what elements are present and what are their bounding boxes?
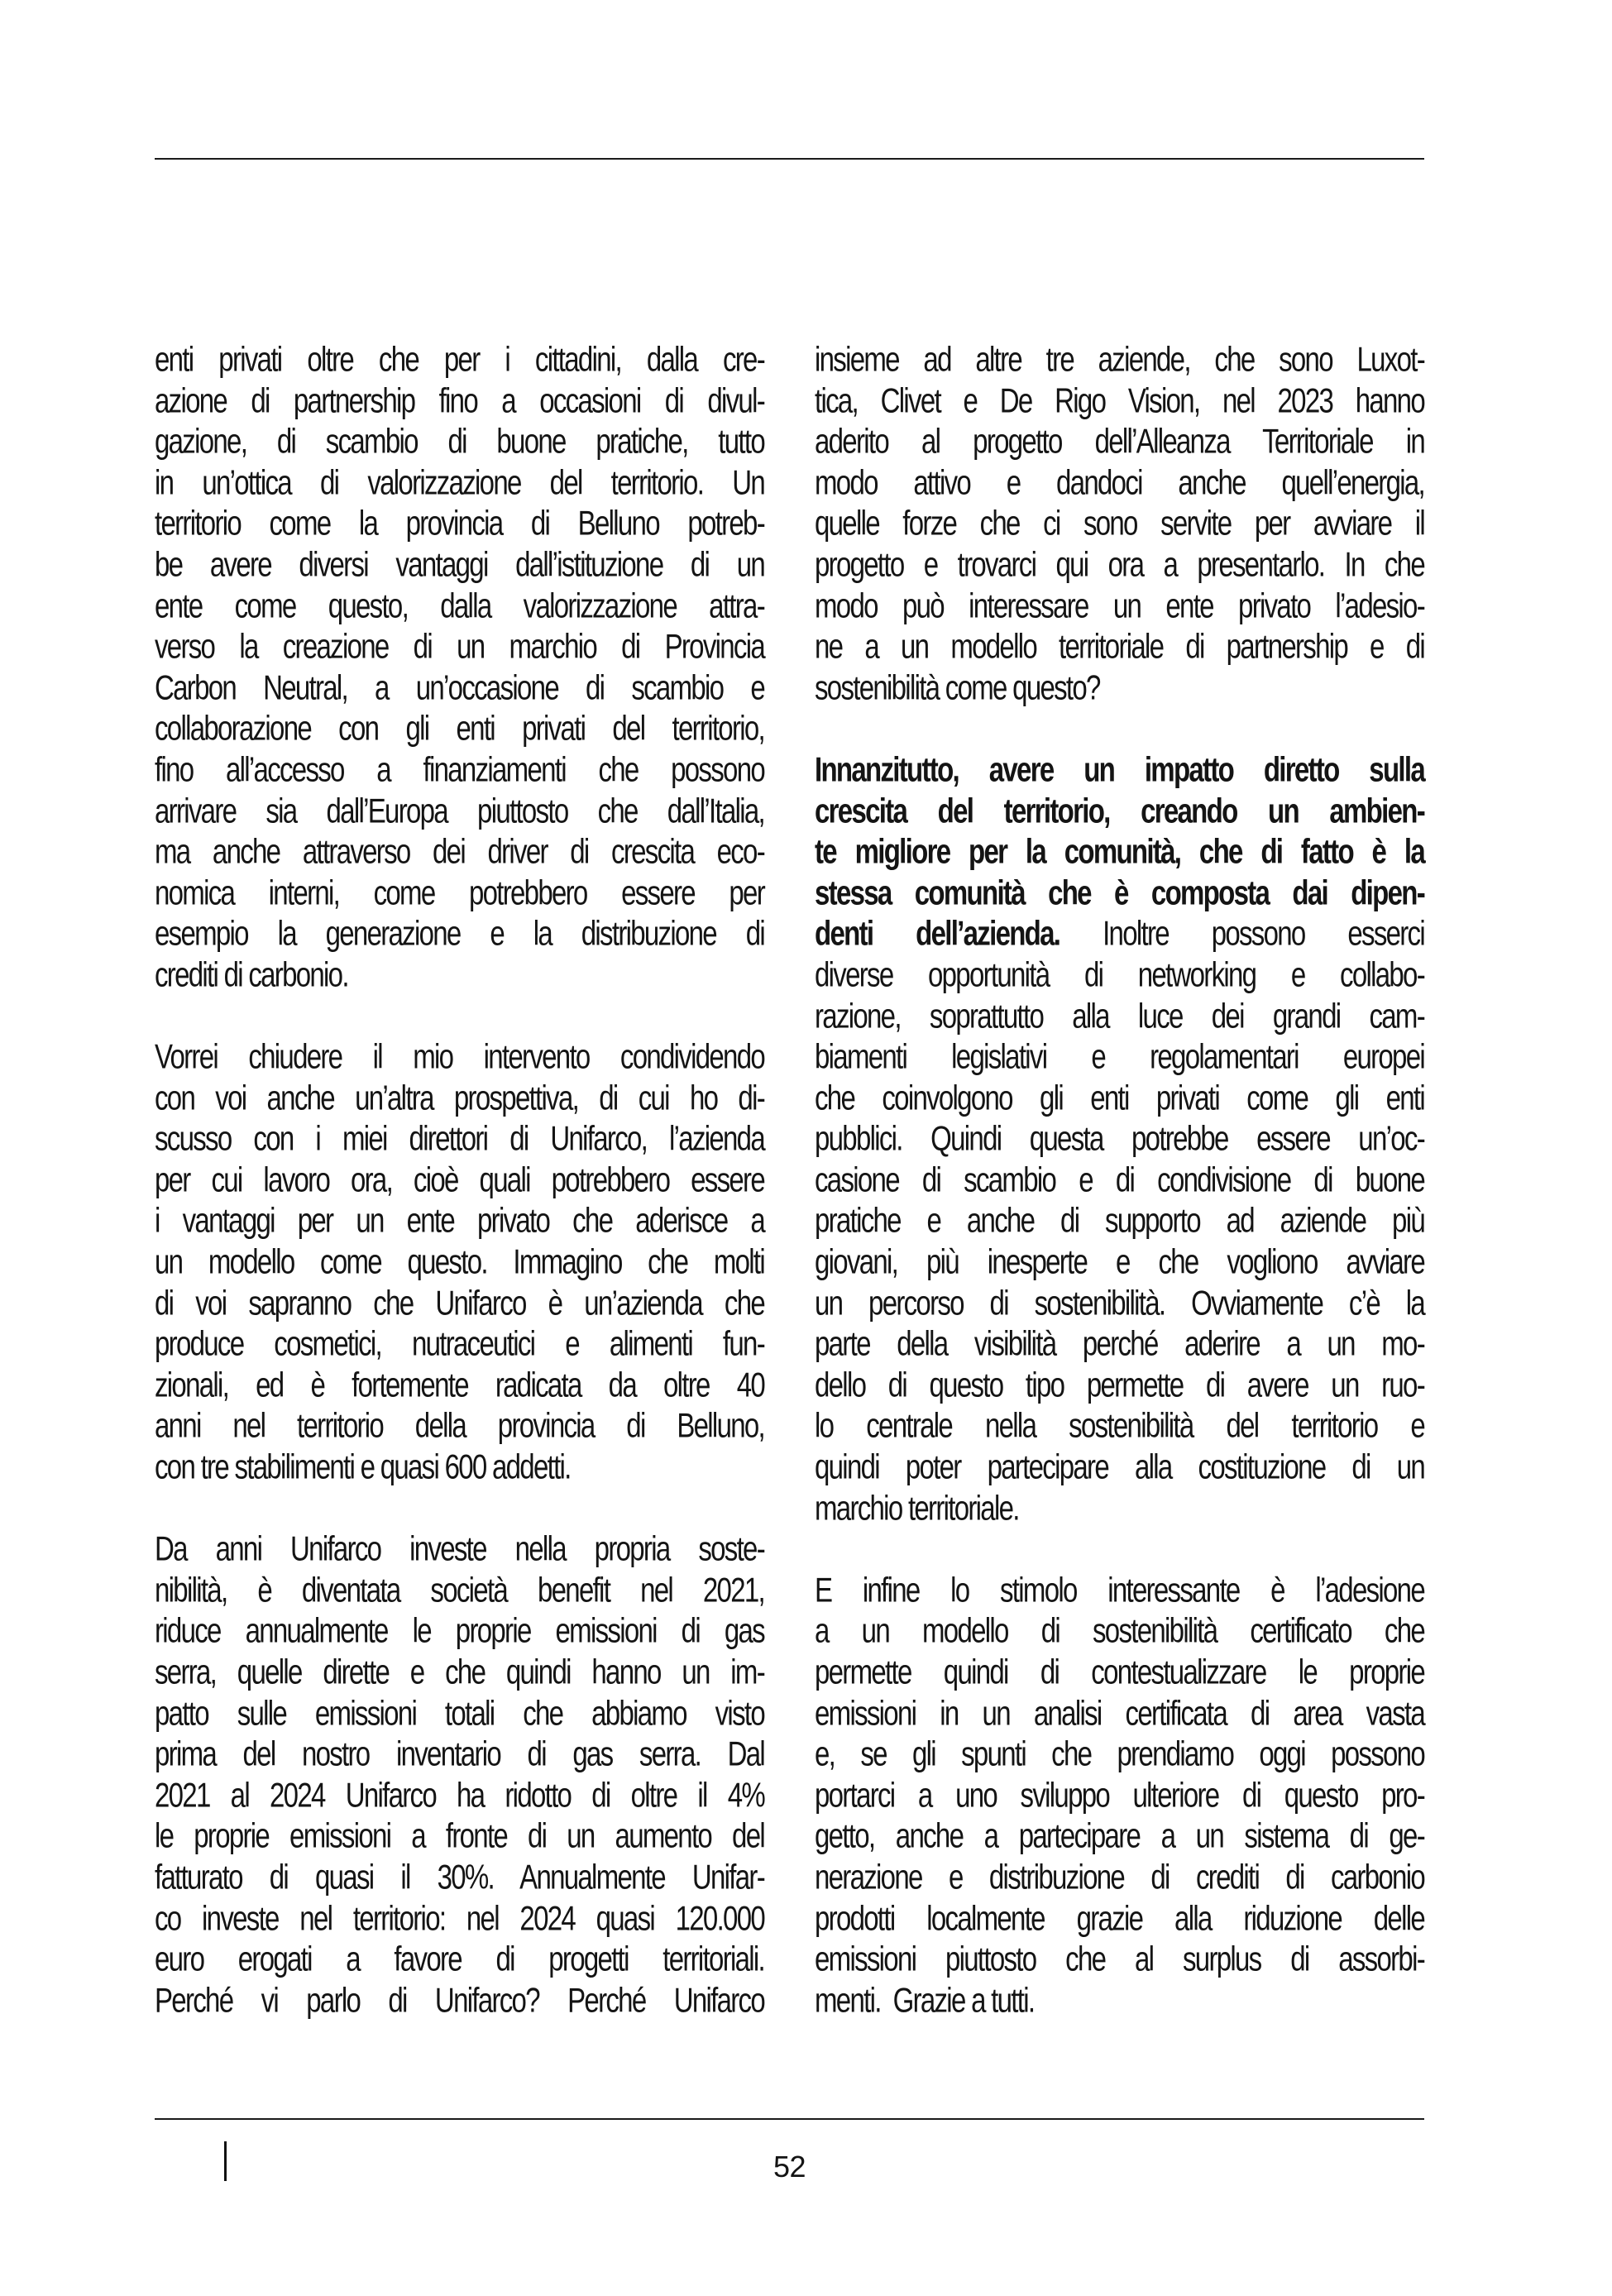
text-line: emissioni piuttosto che al surplus di assorbi- xyxy=(815,1939,1424,1978)
text-line: emissioni in un analisi certificata di area vasta xyxy=(815,1692,1424,1732)
text-line: arrivare sia dall’Europa piuttosto che dall’Italia, xyxy=(155,790,764,830)
text-line: enti privati oltre che per i cittadini, dalla cre- xyxy=(155,339,764,379)
text-line: riduce annualmente le proprie emissioni di gas xyxy=(155,1610,764,1650)
bold-text-run: stessa comunità che è composta dai dipen- xyxy=(815,872,1424,911)
text-line: zionali, ed è fortemente radicata da oltre 40 xyxy=(155,1365,764,1404)
text-line: Perché vi parlo di Unifarco? Perché Unifarco xyxy=(155,1979,764,2019)
text-line: serra, quelle dirette e che quindi hanno un im- xyxy=(155,1652,764,1691)
text-line: modo può interessare un ente privato l’adesio- xyxy=(815,585,1424,624)
bold-text-run: crescita del territorio, creando un ambien- xyxy=(815,790,1424,830)
text-line: be avere diversi vantaggi dall’istituzione di un xyxy=(155,544,764,584)
text-line: nerazione e distribuzione di crediti di carbonio xyxy=(815,1857,1424,1897)
text-line: un modello come questo. Immagino che molti xyxy=(155,1241,764,1281)
text-line: con tre stabilimenti e quasi 600 addetti. xyxy=(155,1447,571,1486)
text-line: aderito al progetto dell’Alleanza Territoriale in xyxy=(815,421,1424,461)
text-line: ne a un modello territoriale di partnership e di xyxy=(815,626,1424,666)
text-line: euro erogati a favore di progetti territoriali. xyxy=(155,1939,764,1978)
text-line: razione, soprattutto alla luce dei grandi cam- xyxy=(815,995,1424,1035)
text-line: marchio territoriale. xyxy=(815,1487,1019,1527)
text-line: crediti di carbonio. xyxy=(155,954,348,994)
text-line: parte della visibilità perché aderire a un mo- xyxy=(815,1323,1424,1363)
text-line: ma anche attraverso dei driver di crescita eco- xyxy=(155,831,764,871)
text-line: un percorso di sostenibilità. Ovviamente c’è la xyxy=(815,1282,1424,1322)
paragraph xyxy=(155,1528,764,2023)
text-line: prima del nostro inventario di gas serra. Dal xyxy=(155,1734,764,1773)
text-line: scusso con i miei direttori di Unifarco, l’azienda xyxy=(155,1118,764,1158)
text-line: diverse opportunità di networking e collabo- xyxy=(815,954,1424,994)
text-line: portarci a uno sviluppo ulteriore di questo pro- xyxy=(815,1774,1424,1814)
text-line: insieme ad altre tre aziende, che sono Luxot- xyxy=(815,339,1424,379)
text-line: quindi poter partecipare alla costituzione di un xyxy=(815,1447,1424,1486)
paragraph xyxy=(815,1569,1424,2024)
paragraph xyxy=(815,749,1424,1531)
text-line: Da anni Unifarco investe nella propria soste- xyxy=(155,1528,764,1568)
bottom-rule xyxy=(155,2118,1424,2120)
text-line: e, se gli spunti che prendiamo oggi possono xyxy=(815,1734,1424,1773)
text-line: 2021 al 2024 Unifarco ha ridotto di oltre il 4% xyxy=(155,1774,764,1814)
text-line: modo attivo e dandoci anche quell’energia, xyxy=(815,462,1424,501)
text-line: lo centrale nella sostenibilità del territorio e xyxy=(815,1405,1424,1445)
bold-text-run: denti dell’azienda. xyxy=(815,913,1060,953)
text-line: gazione, di scambio di buone pratiche, tutto xyxy=(155,421,764,461)
text-line: dello di questo tipo permette di avere un ruo- xyxy=(815,1365,1424,1404)
text-line: pubblici. Quindi questa potrebbe essere un’oc- xyxy=(815,1118,1424,1158)
text-line: tica, Clivet e De Rigo Vision, nel 2023 hanno xyxy=(815,380,1424,419)
text-line: quelle forze che ci sono servite per avviare il xyxy=(815,503,1424,543)
page-number: 52 xyxy=(773,2150,806,2184)
text-line: Carbon Neutral, a un’occasione di scambio e xyxy=(155,667,764,706)
text-line: i vantaggi per un ente privato che aderisce a xyxy=(155,1200,764,1240)
text-line: pratiche e anche di supporto ad aziende più xyxy=(815,1200,1424,1240)
text-line: giovani, più inesperte e che vogliono avviare xyxy=(815,1241,1424,1281)
text-line: in un’ottica di valorizzazione del territorio. Un xyxy=(155,462,764,501)
text-line: le proprie emissioni a fronte di un aumento del xyxy=(155,1815,764,1855)
bold-text-run: te migliore per la comunità, che di fatto è la xyxy=(815,831,1424,871)
text-line: Vorrei chiudere il mio intervento condividendo xyxy=(155,1036,764,1076)
text-line: a un modello di sostenibilità certificato che xyxy=(815,1610,1424,1650)
paragraph xyxy=(155,339,764,998)
text-line: produce cosmetici, nutraceutici e alimenti fun- xyxy=(155,1323,764,1363)
top-rule xyxy=(155,158,1424,160)
text-line: anni nel territorio della provincia di Belluno, xyxy=(155,1405,764,1445)
text-line: E infine lo stimolo interessante è l’adesione xyxy=(815,1569,1424,1609)
two-column-text-block xyxy=(155,339,1424,2023)
text-line: di voi sapranno che Unifarco è un’azienda che xyxy=(155,1282,764,1322)
text-line: co investe nel territorio: nel 2024 quasi 120.000 xyxy=(155,1897,764,1937)
paragraph xyxy=(155,1036,764,1490)
text-line: menti. Grazie a tutti. xyxy=(815,1979,1035,2019)
text-line: nibilità, è diventata società benefit nel 2021, xyxy=(155,1569,764,1609)
text-line: con voi anche un’altra prospettiva, di cui ho di- xyxy=(155,1077,764,1117)
text-line: prodotti localmente grazie alla riduzione delle xyxy=(815,1897,1424,1937)
text-line: territorio come la provincia di Belluno potreb- xyxy=(155,503,764,543)
text-line: fatturato di quasi il 30%. Annualmente Unifar- xyxy=(155,1857,764,1897)
text-line: biamenti legislativi e regolamentari europei xyxy=(815,1036,1424,1076)
text-line: nomica interni, come potrebbero essere per xyxy=(155,872,764,911)
regular-text-run: Inoltre possono esserci xyxy=(1060,913,1424,953)
text-line: permette quindi di contestualizzare le proprie xyxy=(815,1652,1424,1691)
text-line: per cui lavoro ora, cioè quali potrebbero essere xyxy=(155,1160,764,1199)
text-line: fino all’accesso a finanziamenti che possono xyxy=(155,749,764,789)
text-line: getto, anche a partecipare a un sistema di ge- xyxy=(815,1815,1424,1855)
bold-text-run: Innanzitutto, avere un impatto diretto sulla xyxy=(815,749,1424,789)
text-line: azione di partnership fino a occasioni di divul- xyxy=(155,380,764,419)
right-column xyxy=(815,339,1424,2023)
text-line: sostenibilità come questo? xyxy=(815,667,1100,706)
text-line: casione di scambio e di condivisione di buone xyxy=(815,1160,1424,1199)
paragraph xyxy=(815,339,1424,710)
text-line: che coinvolgono gli enti privati come gli enti xyxy=(815,1077,1424,1117)
text-line: patto sulle emissioni totali che abbiamo visto xyxy=(155,1692,764,1732)
text-line: verso la creazione di un marchio di Provincia xyxy=(155,626,764,666)
text-line: collaborazione con gli enti privati del territorio, xyxy=(155,708,764,748)
left-column xyxy=(155,339,764,2023)
text-line: ente come questo, dalla valorizzazione attra- xyxy=(155,585,764,624)
text-line: progetto e trovarci qui ora a presentarlo. In che xyxy=(815,544,1424,584)
text-line: esempio la generazione e la distribuzione di xyxy=(155,913,764,953)
